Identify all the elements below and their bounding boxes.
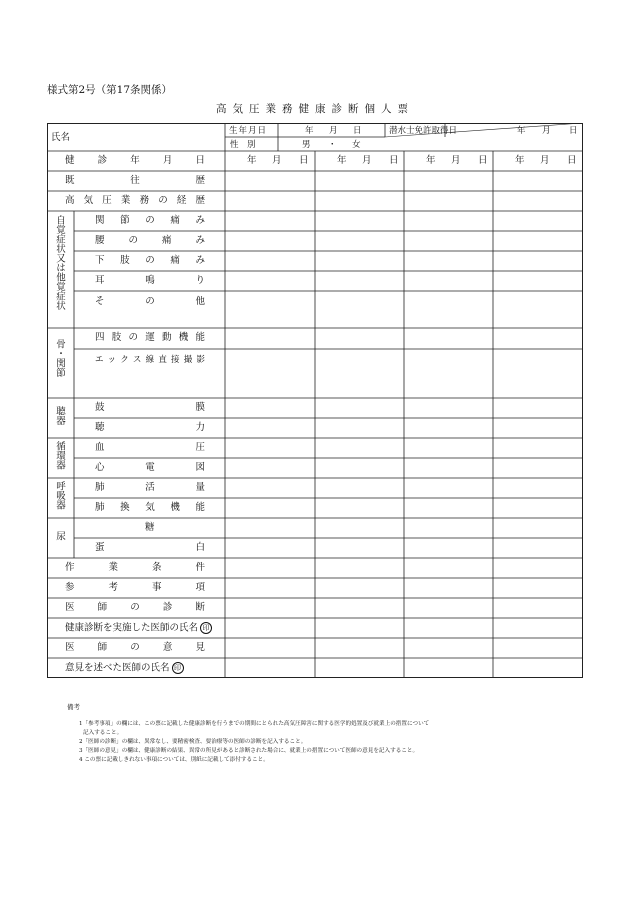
tinnitus-label: 耳鳴り xyxy=(95,275,205,286)
lung-ventilation-label: 肺換気機能 xyxy=(95,502,205,513)
opinion-doctor-text: 意見を述べた医師の氏名 xyxy=(65,662,170,674)
exam-year-4: 年 xyxy=(515,155,525,166)
exam-month-1: 月 xyxy=(272,155,282,166)
work-conditions-label: 作業条件 xyxy=(65,562,205,573)
reference-label: 参考事項 xyxy=(65,582,205,593)
joint-pain-label: 関節の痛み xyxy=(95,215,205,226)
exam-day-3: 日 xyxy=(478,155,488,166)
exam-month-4: 月 xyxy=(540,155,550,166)
exam-day-2: 日 xyxy=(389,155,399,166)
exam-date-label: 健診年月日 xyxy=(65,155,205,166)
seal-mark: 印 xyxy=(172,662,184,674)
exam-year-3: 年 xyxy=(426,155,436,166)
license-year-label: 年 xyxy=(517,126,526,136)
group-circulatory: 循環器 xyxy=(54,441,65,470)
opinion-label: 医師の意見 xyxy=(65,642,205,653)
note-item-continued: 記入すること。 xyxy=(83,730,123,736)
vital-capacity-label: 肺活量 xyxy=(95,482,205,493)
license-day-label: 日 xyxy=(569,126,578,136)
back-pain-label: 腰の痛み xyxy=(95,235,205,246)
birth-year-label: 年 xyxy=(305,126,314,136)
note-item: 2「医師の診断」の欄は、異常なし、要精密検査、要治療等の医師の診断を記入すること。 xyxy=(79,739,307,745)
group-symptoms: 自覚症状又は他覚症状 xyxy=(54,215,65,310)
note-item: 1「参考事項」の欄には、この票に記載した健康診断を行うまでの期間にとられた高気圧障害に関する医学的処置及び就業上の措置について xyxy=(79,721,430,727)
history-label: 既往歴 xyxy=(65,175,205,186)
note-item: 3「医師の意見」の欄は、健康診断の結果、異常の所見があると診断された場合に、就業上の措置について医師の意見を記入すること。 xyxy=(79,748,419,754)
other-symptom-label: その他 xyxy=(95,296,205,307)
seal-mark: 印 xyxy=(200,622,212,634)
notes-heading: 備考 xyxy=(67,703,80,711)
sex-label: 性 別 xyxy=(230,140,256,150)
limb-pain-label: 下肢の痛み xyxy=(95,255,205,266)
group-ear: 聴器 xyxy=(54,406,65,425)
sex-male: 男 xyxy=(302,140,311,150)
ecg-label: 心電図 xyxy=(95,462,205,473)
sex-female: 女 xyxy=(352,140,361,150)
name-label: 氏名 xyxy=(51,132,71,143)
page-title: 高気圧業務健康診断個人票 xyxy=(216,103,414,115)
birth-month-label: 月 xyxy=(329,126,338,136)
hyperbaric-history-label: 高気圧業務の経歴 xyxy=(65,195,205,206)
license-month-label: 月 xyxy=(542,126,551,136)
birthdate-label: 生年月日 xyxy=(229,126,268,136)
xray-label: エックス線直接撮影 xyxy=(95,355,205,365)
exam-month-3: 月 xyxy=(451,155,461,166)
exam-year-2: 年 xyxy=(337,155,347,166)
form-number: 様式第2号（第17条関係） xyxy=(47,84,173,96)
group-urine: 尿 xyxy=(54,531,65,541)
sugar-label: 糖 xyxy=(145,522,155,533)
group-bone-joint: 骨・関節 xyxy=(54,339,65,377)
diagnosis-label: 医師の診断 xyxy=(65,602,205,613)
opinion-doctor-label xyxy=(65,662,184,675)
exam-doctor-label xyxy=(65,622,212,635)
exam-day-1: 日 xyxy=(299,155,309,166)
exam-day-4: 日 xyxy=(567,155,577,166)
exam-year-1: 年 xyxy=(247,155,257,166)
note-item: 4 この票に記載しきれない事項については、別紙に記載して添付すること。 xyxy=(79,757,269,763)
sex-separator: ・ xyxy=(328,140,337,150)
protein-label: 蛋白 xyxy=(95,542,205,553)
health-exam-form xyxy=(47,123,583,678)
exam-month-2: 月 xyxy=(362,155,372,166)
hearing-label: 聴力 xyxy=(95,422,205,433)
group-respiratory: 呼吸器 xyxy=(54,481,65,510)
notes-section xyxy=(67,703,547,765)
eardrum-label: 鼓膜 xyxy=(95,402,205,413)
diver-license-label: 潜水士免許取得日 xyxy=(389,126,458,136)
limb-motor-label: 四肢の運動機能 xyxy=(95,332,205,343)
birth-day-label: 日 xyxy=(353,126,362,136)
blood-pressure-label: 血圧 xyxy=(95,442,205,453)
exam-doctor-text: 健康診断を実施した医師の氏名 xyxy=(65,622,199,634)
